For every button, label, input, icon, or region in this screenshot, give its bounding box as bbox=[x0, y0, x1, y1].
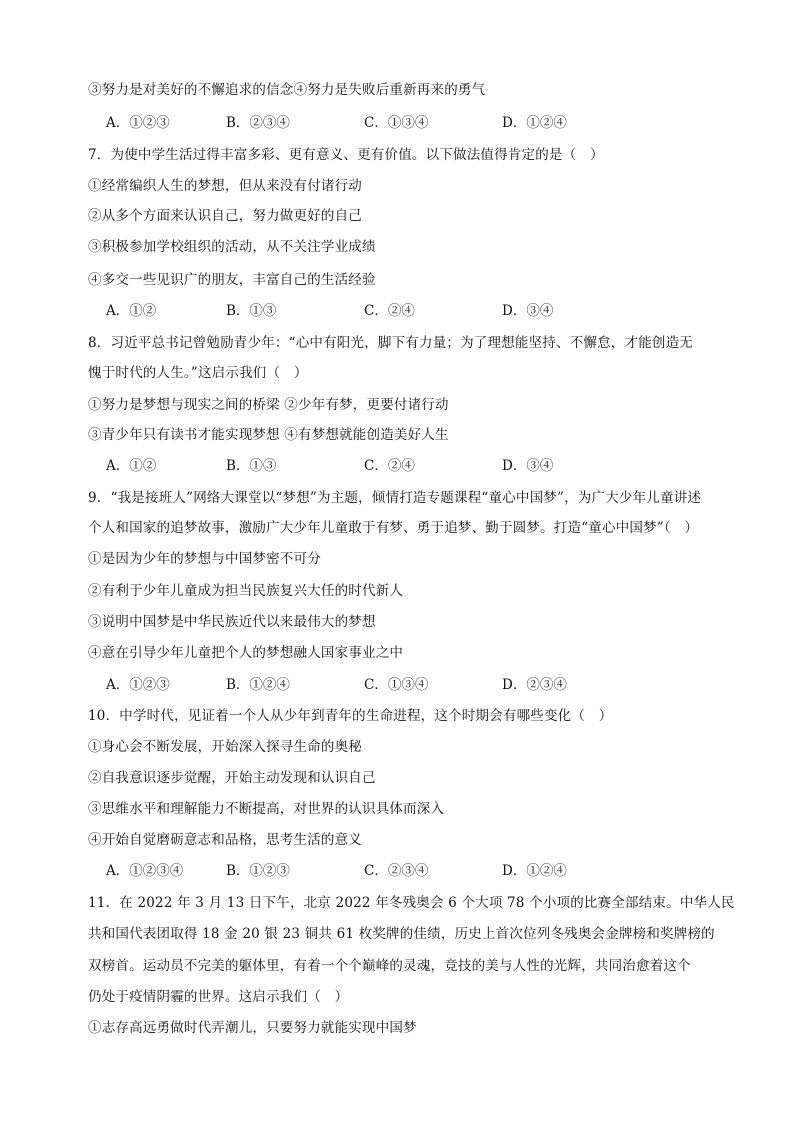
q8-options bbox=[106, 456, 706, 476]
option-a: A．①②③ bbox=[106, 677, 170, 693]
option-d: D．①②④ bbox=[502, 863, 567, 879]
q8-stem-line-1: 8．习近平总书记曾勉励青少年：“心中有阳光，脚下有力量；为了理想能坚持、不懈怠，才能创造无 bbox=[88, 335, 693, 351]
option-c: C．②④ bbox=[364, 303, 415, 319]
q9-stem-line-2: 个人和国家的追梦故事，激励广大少年儿童敢于有梦、勇于追梦、勤于圆梦。打造“童心中国梦”（ ） bbox=[88, 518, 712, 538]
q7-stem: 7．为使中学生活过得丰富多彩、更有意义、更有价值。以下做法值得肯定的是（ ） bbox=[88, 147, 604, 163]
option-c: C．②③④ bbox=[364, 863, 429, 879]
q9-statement-1: ①是因为少年的梦想与中国梦密不可分 bbox=[88, 551, 321, 567]
option-d: D．①②④ bbox=[502, 115, 567, 131]
q7-options bbox=[106, 301, 706, 321]
q8-statements-3-4: ③青少年只有读书才能实现梦想 ④有梦想就能创造美好人生 bbox=[88, 427, 449, 443]
option-c: C．①③④ bbox=[364, 677, 429, 693]
option-b: B．①③ bbox=[226, 303, 277, 319]
q7-statement-3: ③积极参加学校组织的活动，从不关注学业成绩 bbox=[88, 239, 376, 255]
q10-statement-4: ④开始自觉磨砺意志和品格，思考生活的意义 bbox=[88, 832, 362, 848]
q9-statement-4: ④意在引导少年儿童把个人的梦想融人国家事业之中 bbox=[88, 645, 404, 661]
q11-stem-line-3: 双榜首。运动员不完美的躯体里，有着一个个巅峰的灵魂，竞技的美与人性的光辉，共同治愈着这个 bbox=[88, 958, 691, 974]
q6-options bbox=[106, 113, 706, 133]
q9-options bbox=[106, 675, 706, 695]
option-a: A．①②③④ bbox=[106, 863, 184, 879]
q10-statement-3: ③思维水平和理解能力不断提高，对世界的认识具体而深入 bbox=[88, 801, 445, 817]
q9-statement-3: ③说明中国梦是中华民族近代以来最伟大的梦想 bbox=[88, 614, 376, 630]
option-b: B．①②④ bbox=[226, 677, 290, 693]
q7-statement-1: ①经常编织人生的梦想，但从来没有付诸行动 bbox=[88, 178, 362, 194]
q8-statements-1-2: ①努力是梦想与现实之间的桥梁 ②少年有梦，更要付诸行动 bbox=[88, 397, 449, 413]
option-d: D．③④ bbox=[502, 458, 554, 474]
q7-statement-2: ②从多个方面来认识自己，努力做更好的自己 bbox=[88, 208, 362, 224]
q11-statement-1: ①志存高远勇做时代弄潮儿，只要努力就能实现中国梦 bbox=[88, 1020, 417, 1036]
q8-stem-line-2: 愧于时代的人生。”这启示我们（ ） bbox=[88, 365, 308, 381]
q10-stem: 10．中学时代，见证着一个人从少年到青年的生命进程，这个时期会有哪些变化（ ） bbox=[88, 708, 613, 724]
option-a: A．①② bbox=[106, 458, 157, 474]
option-b: B．①③ bbox=[226, 458, 277, 474]
q10-statement-1: ①身心会不断发展，开始深入探寻生命的奥秘 bbox=[88, 739, 362, 755]
q6-statement-3-4: ③努力是对美好的不懈追求的信念④努力是失败后重新再来的勇气 bbox=[88, 82, 486, 98]
q10-options bbox=[106, 861, 706, 881]
option-b: B．①②③ bbox=[226, 863, 290, 879]
option-a: A．①②③ bbox=[106, 115, 170, 131]
option-d: D．②③④ bbox=[502, 677, 567, 693]
q7-statement-4: ④多交一些见识广的朋友，丰富自己的生活经验 bbox=[88, 272, 376, 288]
q9-stem-line-1-visible: 9．“我是接班人”网络大课堂以“梦想”为主题，倾情打造专题课程“童心中国梦”，为广大少年儿童讲述 bbox=[88, 490, 702, 506]
option-a: A．①② bbox=[106, 303, 157, 319]
q11-stem-line-4: 仍处于疫情阴霾的世界。这启示我们（ ） bbox=[88, 989, 349, 1005]
option-b: B．②③④ bbox=[226, 115, 290, 131]
q11-stem-line-1: 11．在 2022 年 3 月 13 日下午，北京 2022 年冬残奥会 6 个大项 78 个小项的比赛全部结束。中华人民 bbox=[88, 895, 735, 911]
q9-statement-2: ②有利于少年儿童成为担当民族复兴大任的时代新人 bbox=[88, 583, 404, 599]
option-c: C．②④ bbox=[364, 458, 415, 474]
option-d: D．③④ bbox=[502, 303, 554, 319]
q11-stem-line-2: 共和国代表团取得 18 金 20 银 23 铜共 61 枚奖牌的佳绩，历史上首次位列冬残奥会金牌榜和奖牌榜的 bbox=[88, 926, 715, 942]
option-c: C．①③④ bbox=[364, 115, 429, 131]
q10-statement-2: ②自我意识逐步觉醒，开始主动发现和认识自己 bbox=[88, 770, 376, 786]
